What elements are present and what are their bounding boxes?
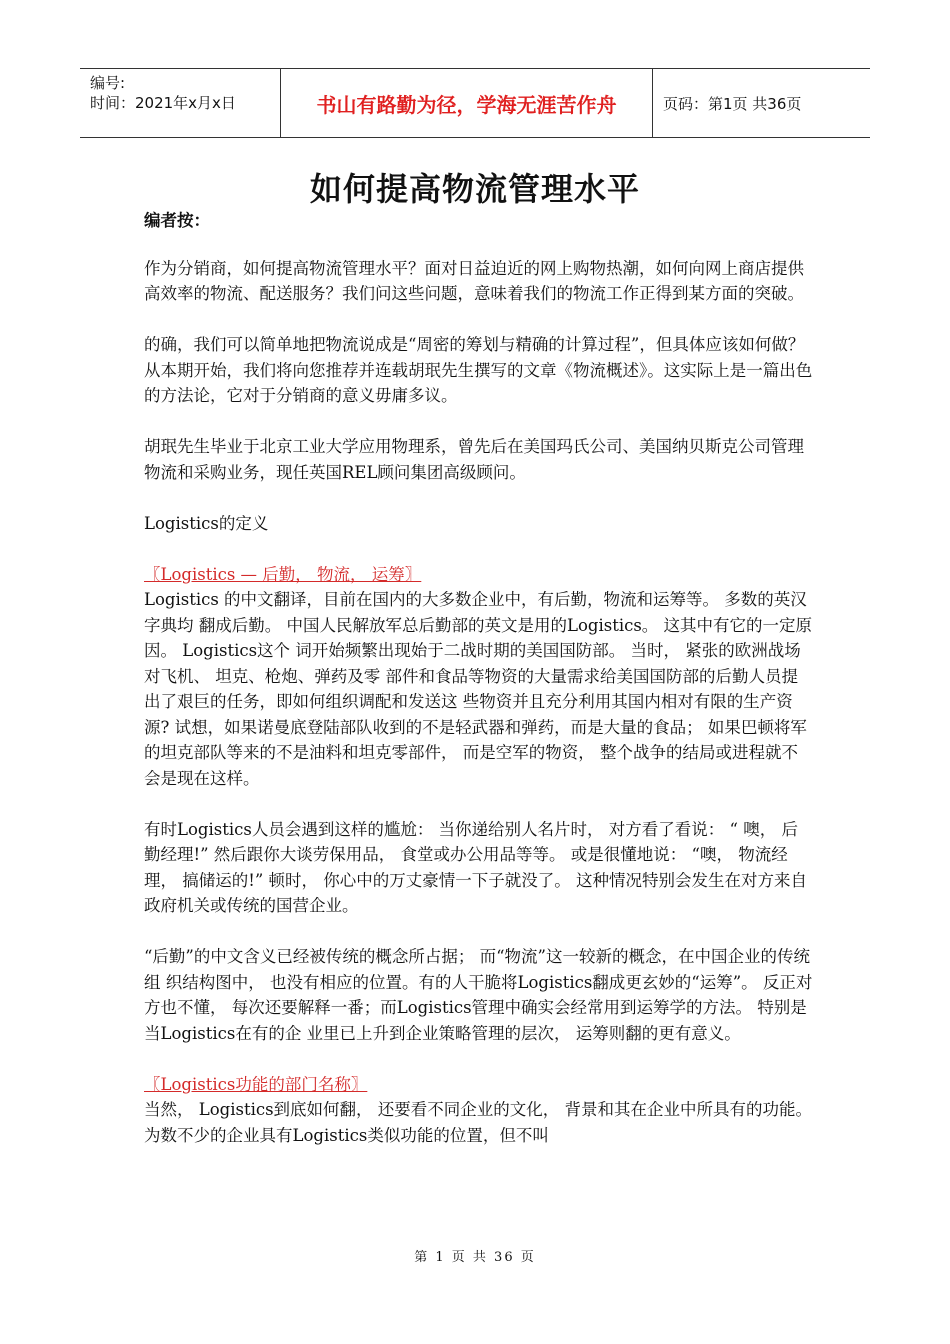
section-heading: Logistics的定义 xyxy=(144,513,269,533)
header-motto: 书山有路勤为径，学海无涯苦作舟 xyxy=(281,69,653,137)
section1-paragraph-3: “后勤”的中文含义已经被传统的概念所占据； 而“物流”这一较新的概念，在中国企业的传统组 织结构图中， 也没有相应的位置。有的人干脆将Logistics翻成更玄妙的“运筹”。 反正对方也不懂， 每次还要解释一番；而Logistics管理中确实会经常用到运筹学的方法。 特别是当Logistics在有的企 业里已上升到企业策略管理的层次， 运筹则翻的更有意义。 xyxy=(144,947,813,1043)
document-body xyxy=(144,208,814,1148)
section1-paragraph-2: 有时Logistics人员会遇到这样的尴尬： 当你递给别人名片时， 对方看了看说： “ 噢， 后勤经理!” 然后跟你大谈劳保用品， 食堂或办公用品等等。 或是很懂地说： “噢， 物流经理， 搞储运的!” 顿时， 你心中的万丈豪情一下子就没了。 这种情况特别会发生在对方来自政府机关或传统的国营企业。 xyxy=(144,819,808,915)
subheading-department-names: 〖Logistics功能的部门名称〗 xyxy=(144,1074,368,1094)
intro-paragraph-2: 的确，我们可以简单地把物流说成是“周密的筹划与精确的计算过程”，但具体应该如何做？从本期开始，我们将向您推荐并连载胡珉先生撰写的文章《物流概述》。这实际上是一篇出色的方法论，它对于分销商的意义毋庸多议。 xyxy=(144,335,813,405)
page-title: 如何提高物流管理水平 xyxy=(309,170,640,208)
intro-paragraph-1: 作为分销商，如何提高物流管理水平？面对日益迫近的网上购物热潮，如何向网上商店提供高效率的物流、配送服务？我们问这些问题，意味着我们的物流工作正得到某方面的突破。 xyxy=(144,258,804,303)
section2-paragraph: 当然， Logistics到底如何翻， 还要看不同企业的文化， 背景和其在企业中所具有的功能。为数不少的企业具有Logistics类似功能的位置，但不叫 xyxy=(144,1100,813,1145)
header-meta xyxy=(80,69,281,137)
intro-paragraph-3: 胡珉先生毕业于北京工业大学应用物理系，曾先后在美国玛氏公司、美国纳贝斯克公司管理物流和采购业务，现任英国REL顾问集团高级顾问。 xyxy=(144,437,804,482)
editor-note-label: 编者按： xyxy=(144,211,210,230)
number-label: 编号: xyxy=(90,74,126,92)
page-footer: 第 1 页 共 36 页 xyxy=(414,1250,536,1265)
document-header xyxy=(80,68,870,138)
time-label: 时间：2021年x月x日 xyxy=(90,94,236,112)
subheading-logistics-translations: 〖Logistics — 后勤， 物流， 运筹〗 xyxy=(144,564,422,584)
section1-paragraph-1: Logistics 的中文翻译，目前在国内的大多数企业中，有后勤，物流和运筹等。 多数的英汉字典均 翻成后勤。 中国人民解放军总后勤部的英文是用的Logistics。 这其中有它的一定原因。 Logistics这个 词开始频繁出现始于二战时期的美国国防部。 当时， 紧张的欧洲战场对飞机、 坦克、枪炮、弹药及零 部件和食品等物资的大量需求给美国国防部的后勤人员提出了艰巨的任务，即如何组织调配和发送这 些物资并且充分利用其国内相对有限的生产资源? 试想，如果诺曼底登陆部队收到的不是轻武器和弹药，而是大量的食品； 如果巴顿将军的坦克部队等来的不是油料和坦克零部件， 而是空军的物资， 整个战争的结局或进程就不会是现在这样。 xyxy=(144,590,813,788)
header-page-info: 页码：第1页 共36页 xyxy=(663,94,802,113)
